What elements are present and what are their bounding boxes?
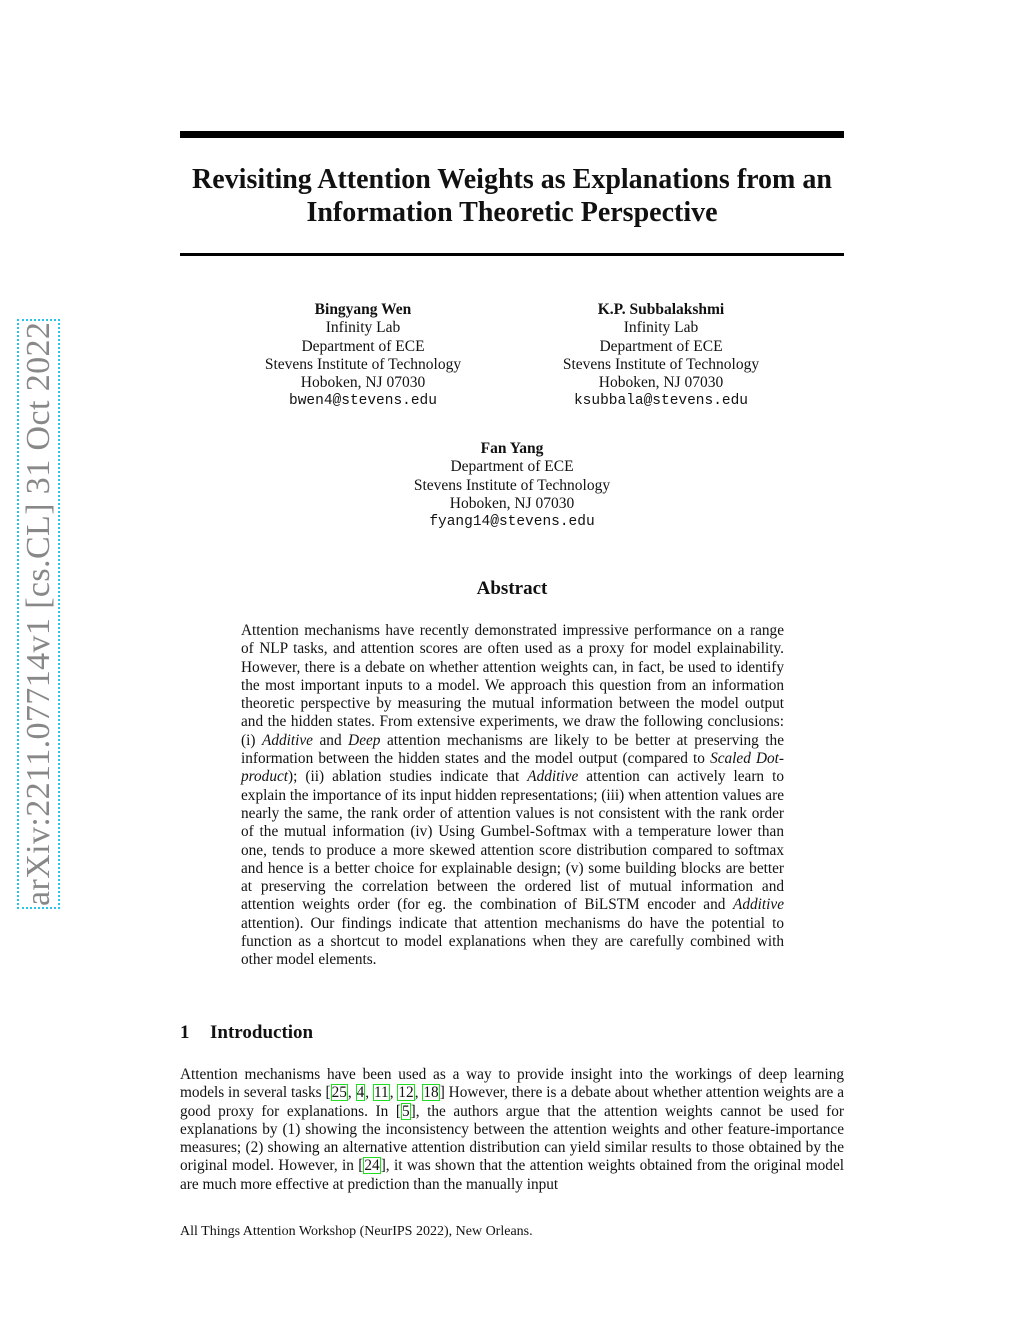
section-heading-introduction (180, 1022, 313, 1044)
body-text: Attention mechanisms have been used as a way to provide insight into the workings of deep learning models in several tasks [ (180, 1066, 844, 1102)
author-affiliation: Stevens Institute of Technology (413, 476, 611, 494)
author-name: Bingyang Wen (314, 301, 412, 318)
abstract-text: and (312, 731, 349, 749)
citation-link[interactable]: 11 (373, 1084, 389, 1102)
author-block-wen (213, 301, 513, 411)
abstract-emphasis: Additive (527, 768, 579, 786)
author-name: K.P. Subbalakshmi (597, 301, 725, 318)
author-email[interactable]: ksubbala@stevens.edu (573, 393, 749, 410)
citation-link[interactable]: 24 (364, 1157, 380, 1175)
abstract-emphasis: Additive (733, 896, 784, 914)
author-block-yang (362, 440, 662, 531)
citation-link[interactable]: 18 (423, 1084, 439, 1102)
author-affiliation: Infinity Lab (325, 319, 401, 337)
author-address: Hoboken, NJ 07030 (300, 374, 426, 392)
author-affiliation: Department of ECE (599, 337, 723, 355)
title-bottom-rule (180, 253, 844, 256)
body-text: ], the authors argue that the attention weights cannot be used for explanations by (1) showing the inconsistency between the attention weights and other feature-importance measures; (2) showing an alternative attention distribution can yield similar results to those obtained by the original model. However, in [ (180, 1102, 844, 1175)
title-top-rule (180, 131, 844, 138)
author-email[interactable]: fyang14@stevens.edu (429, 514, 595, 531)
abstract-text: attention can actively learn to explain the importance of its input hidden representations; (iii) when attention values are nearly the same, the rank order of attention values is not consistent with the rank order of the mutual information (iv) Using Gumbel-Softmax with a temperature lower than one, tends to produce a more skewed attention score distribution compared to softmax and hence is a better choice for explainable design; (v) some building blocks are better at preserving the correlation between the ordered list of mutual information and attention weights order (for eg. the combination of BiLSTM encoder and (241, 768, 784, 914)
author-name: Fan Yang (480, 440, 544, 457)
abstract-body (241, 622, 784, 970)
arxiv-side-stamp[interactable] (20, 322, 58, 906)
author-affiliation: Stevens Institute of Technology (562, 355, 760, 373)
citation-link[interactable]: 25 (331, 1084, 347, 1102)
author-email[interactable]: bwen4@stevens.edu (289, 393, 437, 410)
author-address: Hoboken, NJ 07030 (449, 494, 575, 512)
arxiv-stamp-text[interactable]: arXiv:2211.07714v1 [cs.CL] 31 Oct 2022 (20, 321, 57, 906)
abstract-text: Attention mechanisms have recently demonstrated impressive performance on a range of NLP tasks, and attention scores are often used as a proxy for model explainability. However, there is a debate on whether attention weights can, in fact, be used to identify the most important inputs to a model. We approach this question from an information theoretic perspective by measuring the mutual information between the model output and the hidden states. From extensive experiments, we draw the following conclusions: (i) (241, 622, 784, 749)
author-block-subbalakshmi (511, 301, 811, 411)
abstract-emphasis: Deep (348, 731, 381, 749)
paper-title-line-2: Information Theoretic Perspective (306, 197, 718, 228)
abstract-text: ); (ii) ablation studies indicate that (288, 768, 528, 786)
body-text: ], it was shown that the attention weights obtained from the original model are much more effective at prediction than the manually input (180, 1157, 844, 1193)
author-affiliation: Department of ECE (450, 458, 574, 476)
abstract-emphasis: Scaled Dot-product (241, 750, 784, 786)
paper-title (160, 163, 864, 229)
abstract-emphasis: Additive (261, 731, 313, 749)
citation-link[interactable]: 4 (356, 1084, 365, 1102)
author-affiliation: Stevens Institute of Technology (264, 355, 462, 373)
section-title: Introduction (210, 1022, 314, 1043)
author-address: Hoboken, NJ 07030 (598, 374, 724, 392)
body-text: ] However, there is a debate about whether attention weights are a good proxy for explanations. In [ (180, 1084, 844, 1120)
section-number: 1 (180, 1022, 190, 1043)
introduction-body: Attention mechanisms have been used as a way to provide insight into the workings of deep learning models in several tasks [25, 4, 11, 12, 18] However, there is a debate about whether attention weights are a good proxy for explanations. In [5], the authors argue that the attention weights cannot be used for explanations by (1) showing the inconsistency between the attention weights and other feature-importance measures; (2) showing an alternative attention distribution can yield similar results to those obtained by the original model. However, in [24], it was shown that the attention weights obtained from the original model are much more effective at prediction than the manually input (180, 1066, 844, 1193)
abstract-text: attention mechanisms are likely to be better at preserving the information between the hidden states and the model output (compared to (241, 731, 784, 768)
citation-link[interactable]: 5 (401, 1102, 410, 1120)
abstract-text: attention). Our findings indicate that attention mechanisms do have the potential to function as a shortcut to model explanations when they are carefully combined with other model elements. (241, 914, 784, 969)
venue-footer: All Things Attention Workshop (NeurIPS 2022), New Orleans. (180, 1224, 533, 1239)
paper-title-line-1: Revisiting Attention Weights as Explanations from an (192, 164, 832, 195)
abstract-heading: Abstract (476, 578, 548, 599)
author-affiliation: Department of ECE (301, 337, 425, 355)
author-affiliation: Infinity Lab (623, 319, 699, 337)
citation-link[interactable]: 12 (398, 1084, 414, 1102)
